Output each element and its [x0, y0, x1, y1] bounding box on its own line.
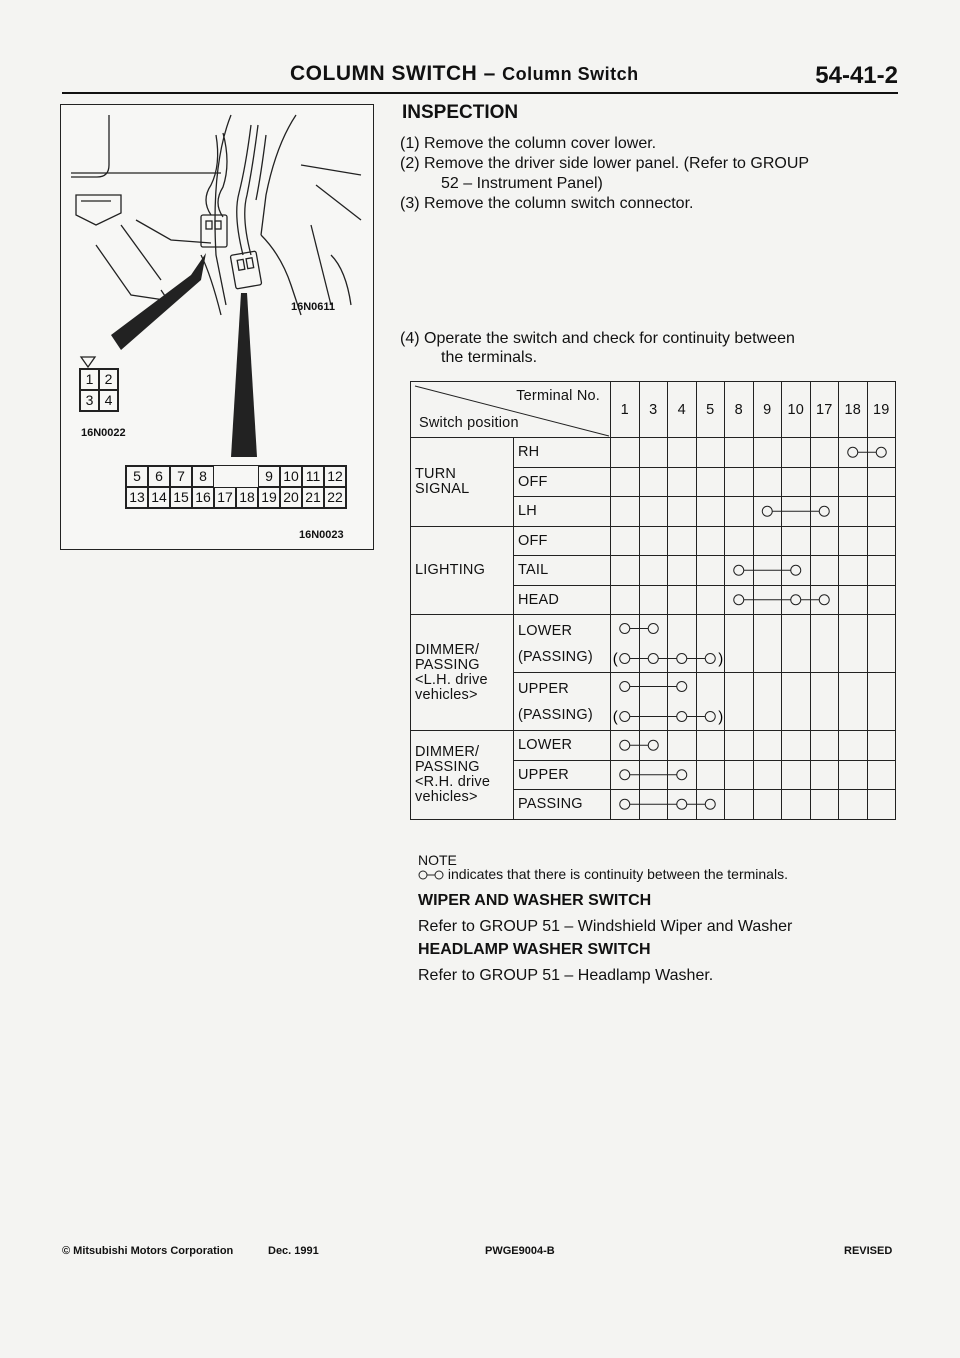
group-name-line: TURN: [415, 465, 457, 482]
continuity-cell: [696, 615, 725, 673]
continuity-cell: [611, 467, 640, 497]
pin: 21: [302, 487, 324, 508]
table-row: [411, 526, 896, 556]
continuity-cell: [753, 790, 782, 820]
continuity-cell: [725, 615, 754, 673]
group-name-line: SIGNAL: [415, 480, 470, 497]
continuity-cell: [839, 790, 868, 820]
continuity-cell: [668, 790, 697, 820]
pin: 7: [170, 466, 192, 487]
continuity-cell: [696, 673, 725, 731]
continuity-cell: [839, 526, 868, 556]
wiper-title: WIPER AND WASHER SWITCH: [418, 892, 652, 909]
continuity-cell: [867, 673, 896, 731]
switch-position: LH: [518, 503, 537, 520]
continuity-cell: [725, 760, 754, 790]
continuity-cell: [639, 526, 668, 556]
terminal-header: 19: [867, 382, 896, 438]
continuity-cell: [839, 731, 868, 761]
continuity-cell: [696, 467, 725, 497]
continuity-cell: [725, 790, 754, 820]
continuity-cell: [668, 556, 697, 586]
pin: 19: [258, 487, 280, 508]
continuity-cell: [810, 585, 839, 615]
continuity-cell: [639, 760, 668, 790]
continuity-cell: [611, 615, 640, 673]
switch-position-cell: [514, 556, 611, 586]
continuity-cell: [810, 790, 839, 820]
continuity-cell: [639, 585, 668, 615]
step-2-cont: 52 – Instrument Panel): [441, 175, 603, 192]
subsection-name: Column Switch: [502, 64, 639, 84]
continuity-cell: [810, 615, 839, 673]
continuity-cell: [810, 526, 839, 556]
note-text: [418, 866, 788, 882]
continuity-cell: [668, 673, 697, 731]
continuity-cell: [696, 497, 725, 527]
group-name-line: <L.H. drive: [415, 671, 488, 688]
switch-position-cell: [514, 760, 611, 790]
pin: 13: [126, 487, 148, 508]
continuity-cell: [725, 731, 754, 761]
switch-position: LOWER: [518, 622, 573, 639]
pin: 18: [236, 487, 258, 508]
continuity-cell: [668, 526, 697, 556]
table-header-row: [411, 382, 896, 438]
group-name-line: <R.H. drive: [415, 773, 491, 790]
continuity-cell: [668, 467, 697, 497]
continuity-cell: [668, 585, 697, 615]
pin: 9: [258, 466, 280, 487]
switch-position-label: Switch position: [419, 415, 519, 431]
switch-position: UPPER: [518, 680, 569, 697]
continuity-cell: [867, 615, 896, 673]
continuity-cell: [725, 526, 754, 556]
group-name-cell: [411, 526, 514, 615]
continuity-cell: [753, 760, 782, 790]
continuity-cell: [639, 556, 668, 586]
continuity-cell: [867, 731, 896, 761]
continuity-cell: [725, 438, 754, 468]
group-name-cell: [411, 615, 514, 731]
continuity-cell: [867, 585, 896, 615]
footer-code: PWGE9004-B: [485, 1245, 555, 1257]
continuity-cell: [839, 673, 868, 731]
switch-position-cell: [514, 790, 611, 820]
group-name-line: vehicles>: [415, 686, 478, 703]
step-2: (2) Remove the driver side lower panel. (Refer to GROUP: [400, 155, 810, 172]
continuity-cell: [810, 673, 839, 731]
continuity-cell: [839, 615, 868, 673]
continuity-cell: [867, 760, 896, 790]
terminal-header: 4: [668, 382, 697, 438]
group-name-line: LIGHTING: [415, 561, 486, 578]
continuity-cell: [782, 438, 811, 468]
continuity-cell: [782, 790, 811, 820]
group-name-line: DIMMER/: [415, 743, 480, 760]
pin: 5: [126, 466, 148, 487]
continuity-cell: [753, 438, 782, 468]
table-row: [411, 731, 896, 761]
continuity-cell: [611, 585, 640, 615]
group-name-line: PASSING: [415, 758, 480, 775]
pin: 17: [214, 487, 236, 508]
paren-mark: (: [612, 708, 618, 726]
continuity-cell: [639, 467, 668, 497]
switch-position: HEAD: [518, 591, 560, 608]
continuity-cell: [611, 790, 640, 820]
pin: 10: [280, 466, 302, 487]
continuity-cell: [639, 673, 668, 731]
switch-position-cell: [514, 526, 611, 556]
continuity-cell: [810, 556, 839, 586]
footer-date: Dec. 1991: [268, 1245, 319, 1257]
continuity-cell: [696, 556, 725, 586]
terminal-header: 18: [839, 382, 868, 438]
continuity-cell: [696, 585, 725, 615]
continuity-cell: [782, 497, 811, 527]
pin: [214, 466, 236, 487]
continuity-cell: [810, 497, 839, 527]
pin: 14: [148, 487, 170, 508]
switch-position: TAIL: [518, 562, 549, 579]
continuity-cell: [810, 438, 839, 468]
switch-position-cell: [514, 497, 611, 527]
switch-position: OFF: [518, 473, 548, 490]
continuity-cell: [639, 615, 668, 673]
note-body: indicates that there is continuity between the terminals.: [447, 866, 788, 882]
continuity-cell: [725, 467, 754, 497]
continuity-cell: [867, 467, 896, 497]
pin: 1: [80, 369, 99, 390]
terminal-header: 9: [753, 382, 782, 438]
terminal-header: 1: [611, 382, 640, 438]
small-connector: [79, 368, 119, 412]
switch-position-cell: [514, 467, 611, 497]
continuity-cell: [696, 790, 725, 820]
step-4-cont: the terminals.: [441, 349, 538, 366]
continuity-cell: [639, 790, 668, 820]
figure-label-bottom: 16N0023: [299, 529, 344, 541]
continuity-cell: [668, 760, 697, 790]
continuity-cell: [782, 615, 811, 673]
wiper-text: Refer to GROUP 51 – Windshield Wiper and Washer: [418, 918, 793, 935]
pin: 6: [148, 466, 170, 487]
continuity-cell: [725, 556, 754, 586]
continuity-cell: [668, 497, 697, 527]
continuity-cell: [639, 731, 668, 761]
paren-mark: ): [718, 650, 724, 668]
section-name: COLUMN SWITCH: [290, 62, 478, 85]
terminal-header: 5: [696, 382, 725, 438]
continuity-cell: [867, 790, 896, 820]
group-name-line: DIMMER/: [415, 641, 480, 658]
table-row: [411, 615, 896, 673]
continuity-cell: [611, 556, 640, 586]
continuity-cell: [639, 438, 668, 468]
footer-copyright: © Mitsubishi Motors Corporation: [62, 1245, 234, 1257]
terminal-header: 8: [725, 382, 754, 438]
pin: 8: [192, 466, 214, 487]
continuity-cell: [839, 585, 868, 615]
pin: [236, 466, 258, 487]
continuity-cell: [867, 438, 896, 468]
continuity-cell: [810, 731, 839, 761]
connector-figure: [60, 104, 374, 550]
continuity-cell: [725, 673, 754, 731]
continuity-cell: [668, 438, 697, 468]
pin: 16: [192, 487, 214, 508]
pin: 11: [302, 466, 324, 487]
table-row: [411, 438, 896, 468]
continuity-cell: [839, 497, 868, 527]
section-title: [290, 62, 639, 86]
continuity-cell: [810, 467, 839, 497]
terminal-header: 17: [810, 382, 839, 438]
switch-position-cell: [514, 731, 611, 761]
continuity-cell: [668, 731, 697, 761]
headlamp-title: HEADLAMP WASHER SWITCH: [418, 941, 651, 958]
pin: 3: [80, 390, 99, 411]
continuity-cell: [753, 673, 782, 731]
continuity-cell: [782, 760, 811, 790]
continuity-symbol-icon: [418, 869, 444, 881]
continuity-cell: [782, 585, 811, 615]
terminal-header: 10: [782, 382, 811, 438]
corner-cell: [411, 382, 611, 438]
page-number: 54-41-2: [815, 62, 898, 89]
continuity-cell: [725, 497, 754, 527]
continuity-cell: [782, 526, 811, 556]
pin: 12: [324, 466, 346, 487]
continuity-cell: [753, 497, 782, 527]
large-connector: [125, 465, 347, 509]
pin: 4: [99, 390, 118, 411]
switch-position: RH: [518, 444, 540, 461]
switch-position: PASSING: [518, 796, 583, 813]
switch-position: UPPER: [518, 766, 569, 783]
continuity-cell: [810, 760, 839, 790]
continuity-cell: [867, 526, 896, 556]
group-name-cell: [411, 438, 514, 527]
step-3: (3) Remove the column switch connector.: [400, 195, 694, 212]
continuity-cell: [611, 438, 640, 468]
continuity-cell: [782, 673, 811, 731]
pin: 15: [170, 487, 192, 508]
group-name-line: PASSING: [415, 656, 480, 673]
switch-position-sub: (PASSING): [518, 706, 593, 723]
continuity-cell: [696, 760, 725, 790]
continuity-cell: [782, 467, 811, 497]
paren-mark: (: [612, 650, 618, 668]
continuity-cell: [753, 585, 782, 615]
continuity-cell: [611, 760, 640, 790]
figure-label-top: 16N0611: [291, 301, 336, 313]
headlamp-text: Refer to GROUP 51 – Headlamp Washer.: [418, 967, 714, 984]
terminal-no-label: Terminal No.: [516, 388, 600, 404]
continuity-table: [410, 381, 896, 820]
continuity-cell: [611, 497, 640, 527]
continuity-cell: [611, 673, 640, 731]
continuity-cell: [696, 438, 725, 468]
pin: 20: [280, 487, 302, 508]
continuity-cell: [753, 731, 782, 761]
continuity-cell: [639, 497, 668, 527]
switch-position-cell: [514, 673, 611, 731]
continuity-cell: [839, 467, 868, 497]
page-header: [0, 62, 960, 92]
title-separator: –: [477, 62, 503, 85]
continuity-cell: [782, 556, 811, 586]
switch-position-cell: [514, 438, 611, 468]
continuity-cell: [611, 526, 640, 556]
continuity-cell: [839, 760, 868, 790]
step-4: (4) Operate the switch and check for continuity between: [400, 330, 795, 347]
paren-mark: ): [718, 708, 724, 726]
continuity-cell: [753, 615, 782, 673]
pin: 2: [99, 369, 118, 390]
continuity-cell: [753, 526, 782, 556]
continuity-cell: [839, 556, 868, 586]
inspection-title: INSPECTION: [402, 102, 519, 123]
continuity-cell: [668, 615, 697, 673]
continuity-cell: [782, 731, 811, 761]
continuity-cell: [725, 585, 754, 615]
continuity-cell: [611, 731, 640, 761]
continuity-cell: [753, 467, 782, 497]
switch-position: LOWER: [518, 737, 573, 754]
continuity-cell: [867, 497, 896, 527]
footer-status: REVISED: [844, 1245, 893, 1257]
step-1: (1) Remove the column cover lower.: [400, 135, 657, 152]
terminal-header: 3: [639, 382, 668, 438]
continuity-cell: [753, 556, 782, 586]
switch-position-sub: (PASSING): [518, 648, 593, 665]
continuity-cell: [696, 731, 725, 761]
figure-label-left: 16N0022: [81, 427, 126, 439]
header-rule: [62, 92, 898, 94]
group-name-cell: [411, 731, 514, 820]
switch-position-cell: [514, 615, 611, 673]
group-name-line: vehicles>: [415, 788, 478, 805]
continuity-cell: [696, 526, 725, 556]
switch-position: OFF: [518, 532, 548, 549]
switch-position-cell: [514, 585, 611, 615]
note-heading: NOTE: [418, 852, 457, 868]
continuity-cell: [839, 438, 868, 468]
continuity-cell: [867, 556, 896, 586]
pin: 22: [324, 487, 346, 508]
